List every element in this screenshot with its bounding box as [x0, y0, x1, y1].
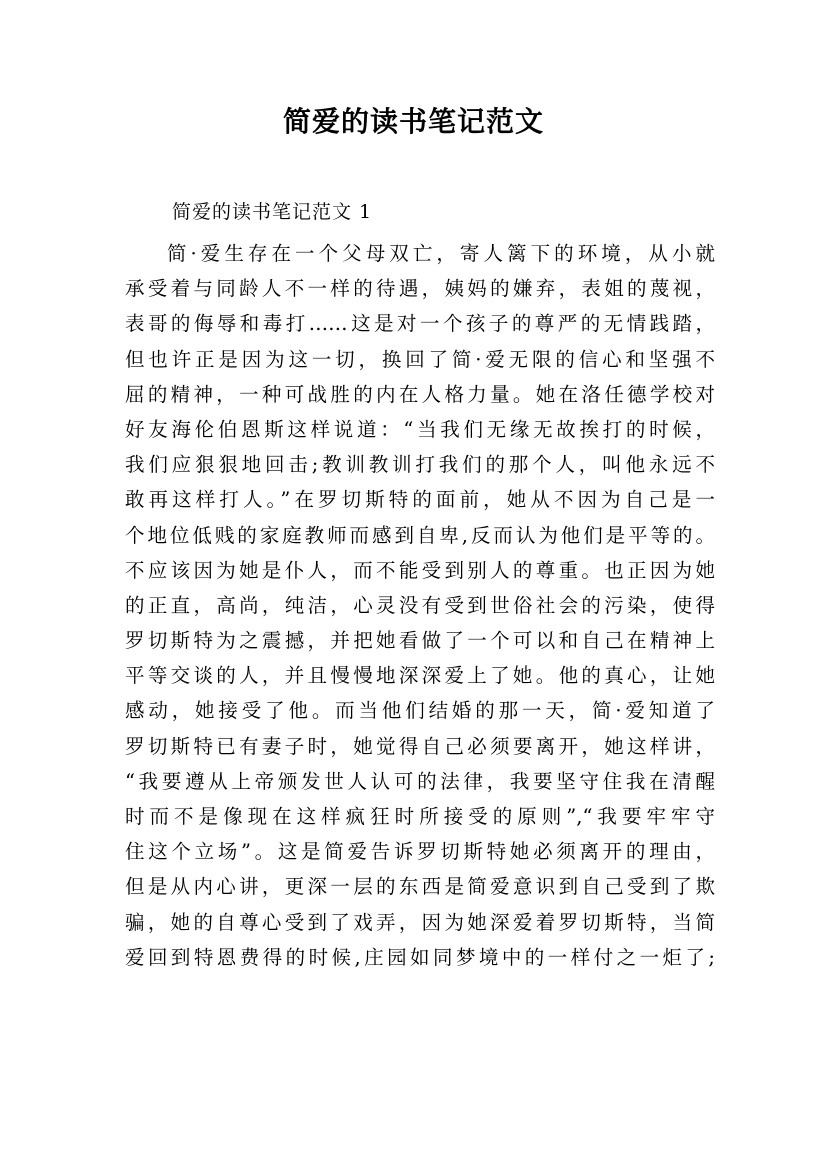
- document-title: 简爱的读书笔记范文: [282, 105, 544, 138]
- text-line: 但是从内心讲，更深一层的东西是简爱意识到自己受到了欺: [125, 875, 715, 899]
- text-line: 简·爱生存在一个父母双亡，寄人篱下的环境，从小就: [167, 242, 715, 265]
- section-heading: 简爱的读书笔记范文 1: [172, 201, 373, 223]
- text-line: 的正直，高尚，纯洁，心灵没有受到世俗社会的污染，使得: [125, 593, 715, 617]
- text-line: 骗，她的自尊心受到了戏弄，因为她深爱着罗切斯特，当简: [125, 910, 715, 934]
- text-line: 不应该因为她是仆人，而不能受到别人的尊重。也正因为她: [125, 558, 715, 582]
- text-line: 但也许正是因为这一切，换回了简·爱无限的信心和坚强不: [125, 347, 715, 371]
- text-line: 时而不是像现在这样疯狂时所接受的原则”,“我要牢牢守: [125, 805, 715, 828]
- text-line: 屈的精神，一种可战胜的内在人格力量。她在洛任德学校对: [125, 382, 715, 406]
- text-line: 好友海伦伯恩斯这样说道：“当我们无缘无故挨打的时候，: [125, 417, 715, 441]
- text-line: 罗切斯特为之震撼，并把她看做了一个可以和自己在精神上: [125, 629, 715, 653]
- text-line: 敢再这样打人。”在罗切斯特的面前，她从不因为自己是一: [125, 488, 715, 512]
- text-line: 我们应狠狠地回击;教训教训打我们的那个人，叫他永远不: [125, 453, 715, 477]
- text-line: 罗切斯特已有妻子时，她觉得自己必须要离开，她这样讲，: [125, 734, 715, 758]
- text-line: 平等交谈的人，并且慢慢地深深爱上了她。他的真心，让她: [125, 664, 715, 688]
- text-line: “我要遵从上帝颁发世人认可的法律，我要坚守住我在清醒: [125, 769, 715, 793]
- text-line: 表哥的侮辱和毒打……这是对一个孩子的尊严的无情践踏，: [125, 312, 715, 336]
- text-line: 感动，她接受了他。而当他们结婚的那一天，简·爱知道了: [125, 699, 715, 723]
- text-line: 个地位低贱的家庭教师而感到自卑,反而认为他们是平等的。: [125, 523, 715, 547]
- text-line: 爱回到特恩费得的时候,庄园如同梦境中的一样付之一炬了;: [125, 945, 715, 969]
- text-line: 住这个立场”。这是简爱告诉罗切斯特她必须离开的理由，: [125, 840, 715, 864]
- body-paragraph: [125, 236, 715, 975]
- text-line: 承受着与同龄人不一样的待遇，姨妈的嫌弃，表姐的蔑视，: [125, 277, 715, 301]
